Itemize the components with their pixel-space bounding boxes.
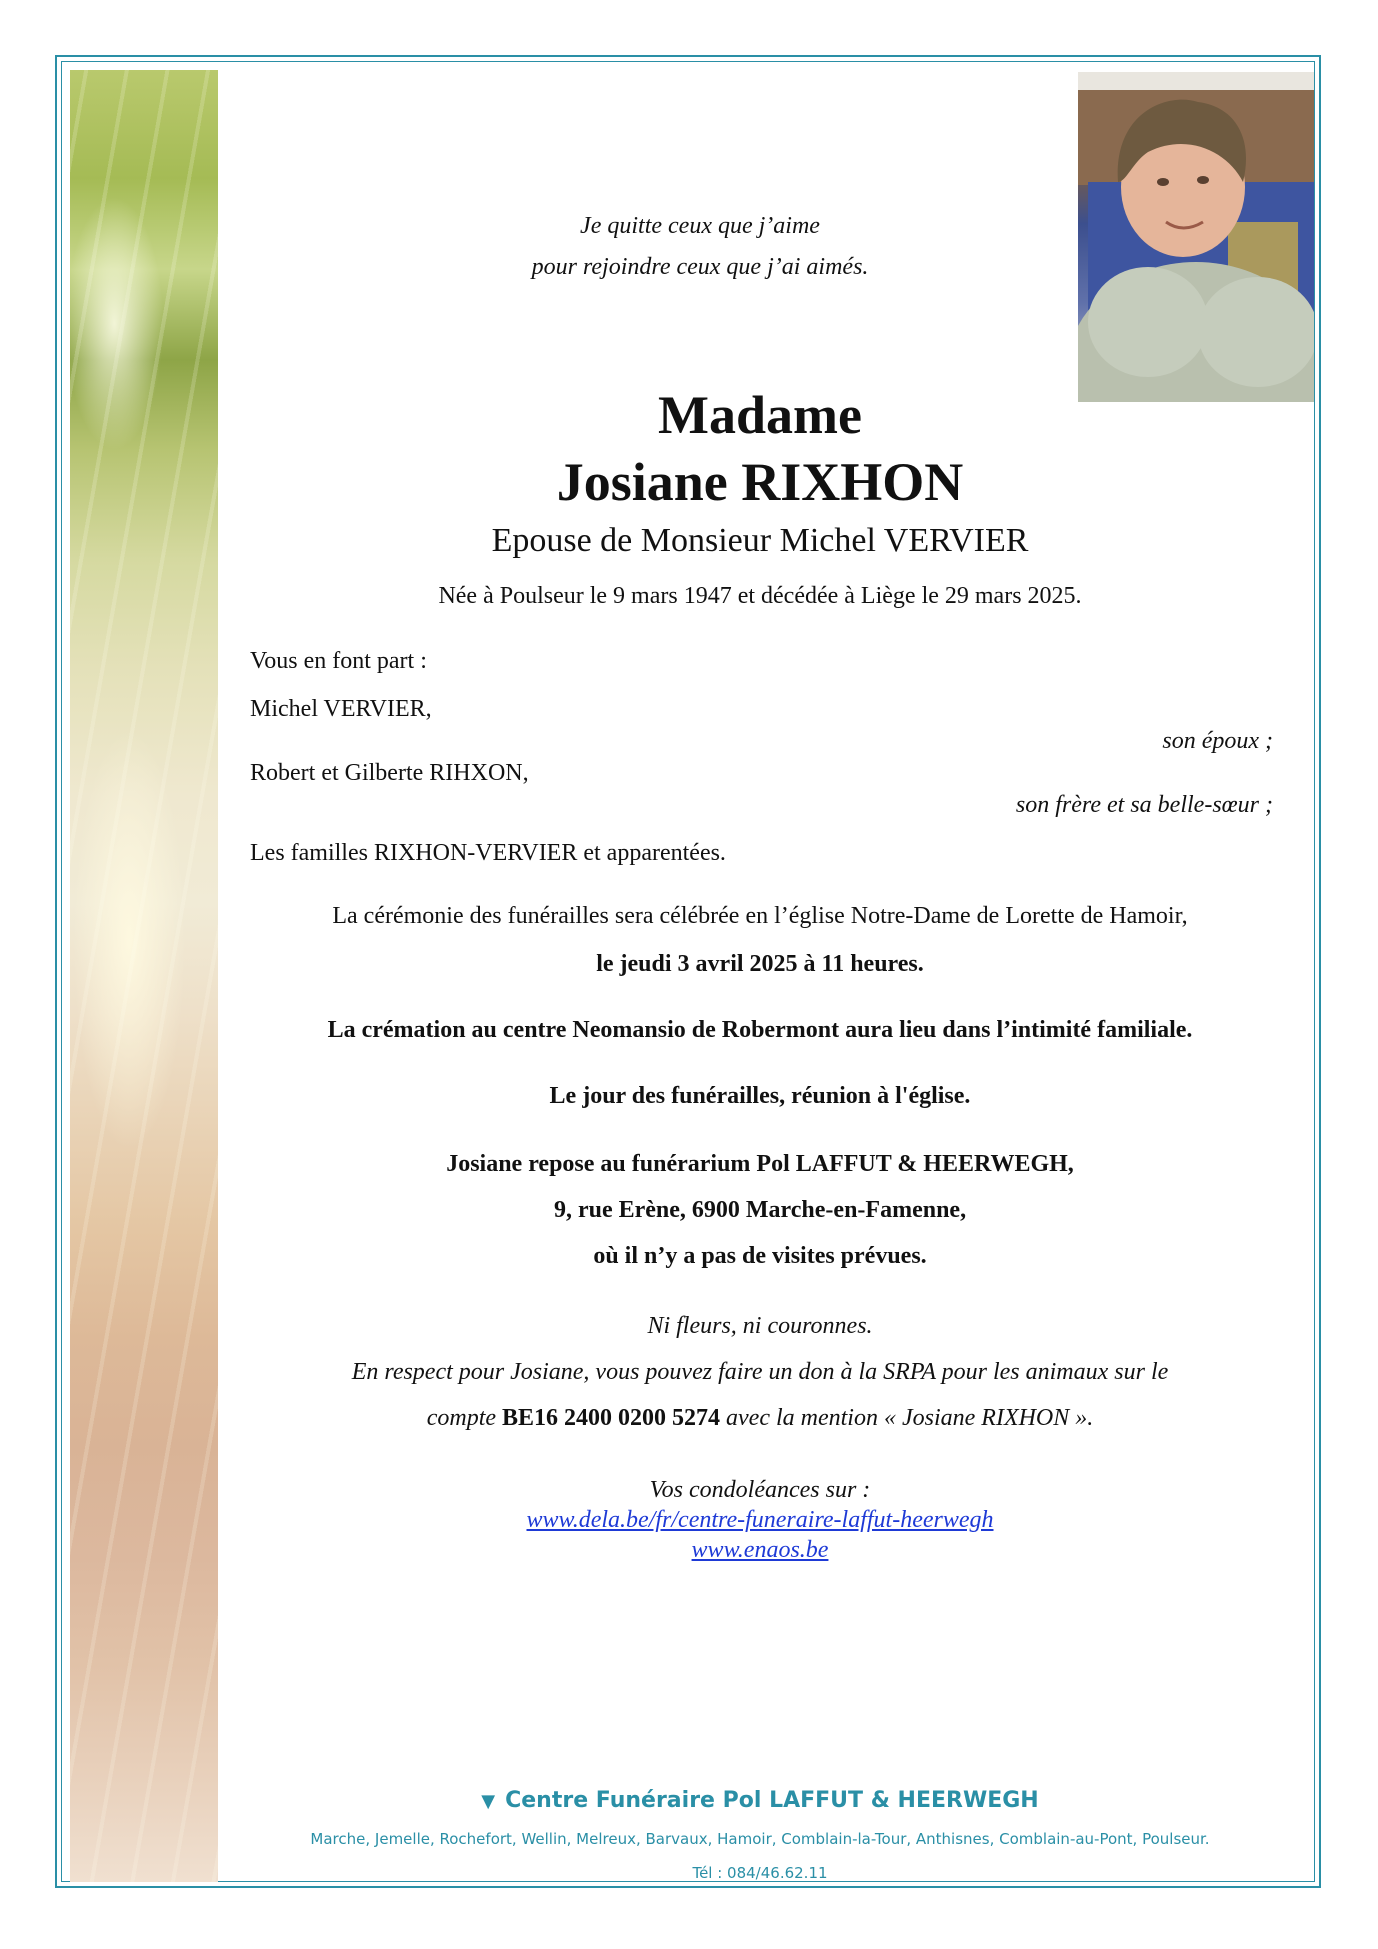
condolences-link-dela[interactable]: www.dela.be/fr/centre-funeraire-laffut-heerwegh: [526, 1507, 994, 1533]
family-member-name: Michel VERVIER,: [250, 696, 432, 722]
families-line: Les familles RIXHON-VERVIER et apparentées.: [250, 840, 726, 866]
ceremony-date: le jeudi 3 avril 2025 à 11 heures.: [596, 951, 924, 977]
quote-line-2: pour rejoindre ceux que j’ai aimés.: [531, 254, 869, 280]
repose-line-2: 9, rue Erène, 6900 Marche-en-Famenne,: [553, 1197, 967, 1223]
triangle-down-icon: ▼: [481, 1791, 496, 1812]
footer-company: [250, 1788, 1270, 1813]
donation-prefix: compte: [426, 1405, 503, 1431]
ceremony-line: La cérémonie des funérailles sera célébrée en l’église Notre-Dame de Lorette de Hamoir,: [332, 903, 1188, 929]
condolences-link-enaos[interactable]: www.enaos.be: [691, 1537, 829, 1563]
cremation-line: La crémation au centre Neomansio de Robermont aura lieu dans l’intimité familiale.: [327, 1017, 1193, 1043]
condolences-link-2-wrap: [250, 1534, 1270, 1566]
deceased-name: Josiane RIXHON: [556, 452, 964, 512]
family-member-name: Robert et Gilberte RIHXON,: [250, 760, 529, 786]
donation-suffix: avec la mention « Josiane RIXHON ».: [720, 1405, 1094, 1431]
birth-death-line: Née à Poulseur le 9 mars 1947 et décédée à Liège le 29 mars 2025.: [438, 583, 1082, 609]
family-member-relation: son frère et sa belle-sœur ;: [1015, 792, 1273, 818]
repose-line-1: Josiane repose au funérarium Pol LAFFUT & HEERWEGH,: [446, 1151, 1074, 1177]
bank-account: BE16 2400 0200 5274: [502, 1405, 721, 1431]
footer-phone: Tél : 084/46.62.11: [692, 1864, 828, 1882]
donation-line-3: [250, 1402, 1270, 1434]
opening-quote: [250, 206, 1150, 288]
donation-line-1: Ni fleurs, ni couronnes.: [647, 1313, 873, 1339]
family-member-relation: son époux ;: [1162, 728, 1273, 754]
reunion-line: Le jour des funérailles, réunion à l'église.: [549, 1083, 971, 1109]
repose-line-3: où il n’y a pas de visites prévues.: [593, 1243, 927, 1269]
donation-line-2: En respect pour Josiane, vous pouvez faire un don à la SRPA pour les animaux sur le: [351, 1359, 1169, 1385]
announcement-intro: Vous en font part :: [250, 648, 427, 674]
decorative-forest-strip: [70, 70, 218, 1882]
quote-line-1: Je quitte ceux que j’aime: [580, 213, 820, 239]
footer-company-name: Centre Funéraire Pol LAFFUT & HEERWEGH: [505, 1788, 1039, 1813]
condolences-link-1-wrap: [250, 1504, 1270, 1536]
deceased-title: Madame: [658, 385, 862, 445]
spouse-line: Epouse de Monsieur Michel VERVIER: [491, 522, 1029, 559]
condolences-label: Vos condoléances sur :: [649, 1477, 871, 1503]
footer-locations: Marche, Jemelle, Rochefort, Wellin, Melreux, Barvaux, Hamoir, Comblain-la-Tour, Anthisnes, Comblain-au-Pont, Poulseur.: [310, 1830, 1210, 1848]
